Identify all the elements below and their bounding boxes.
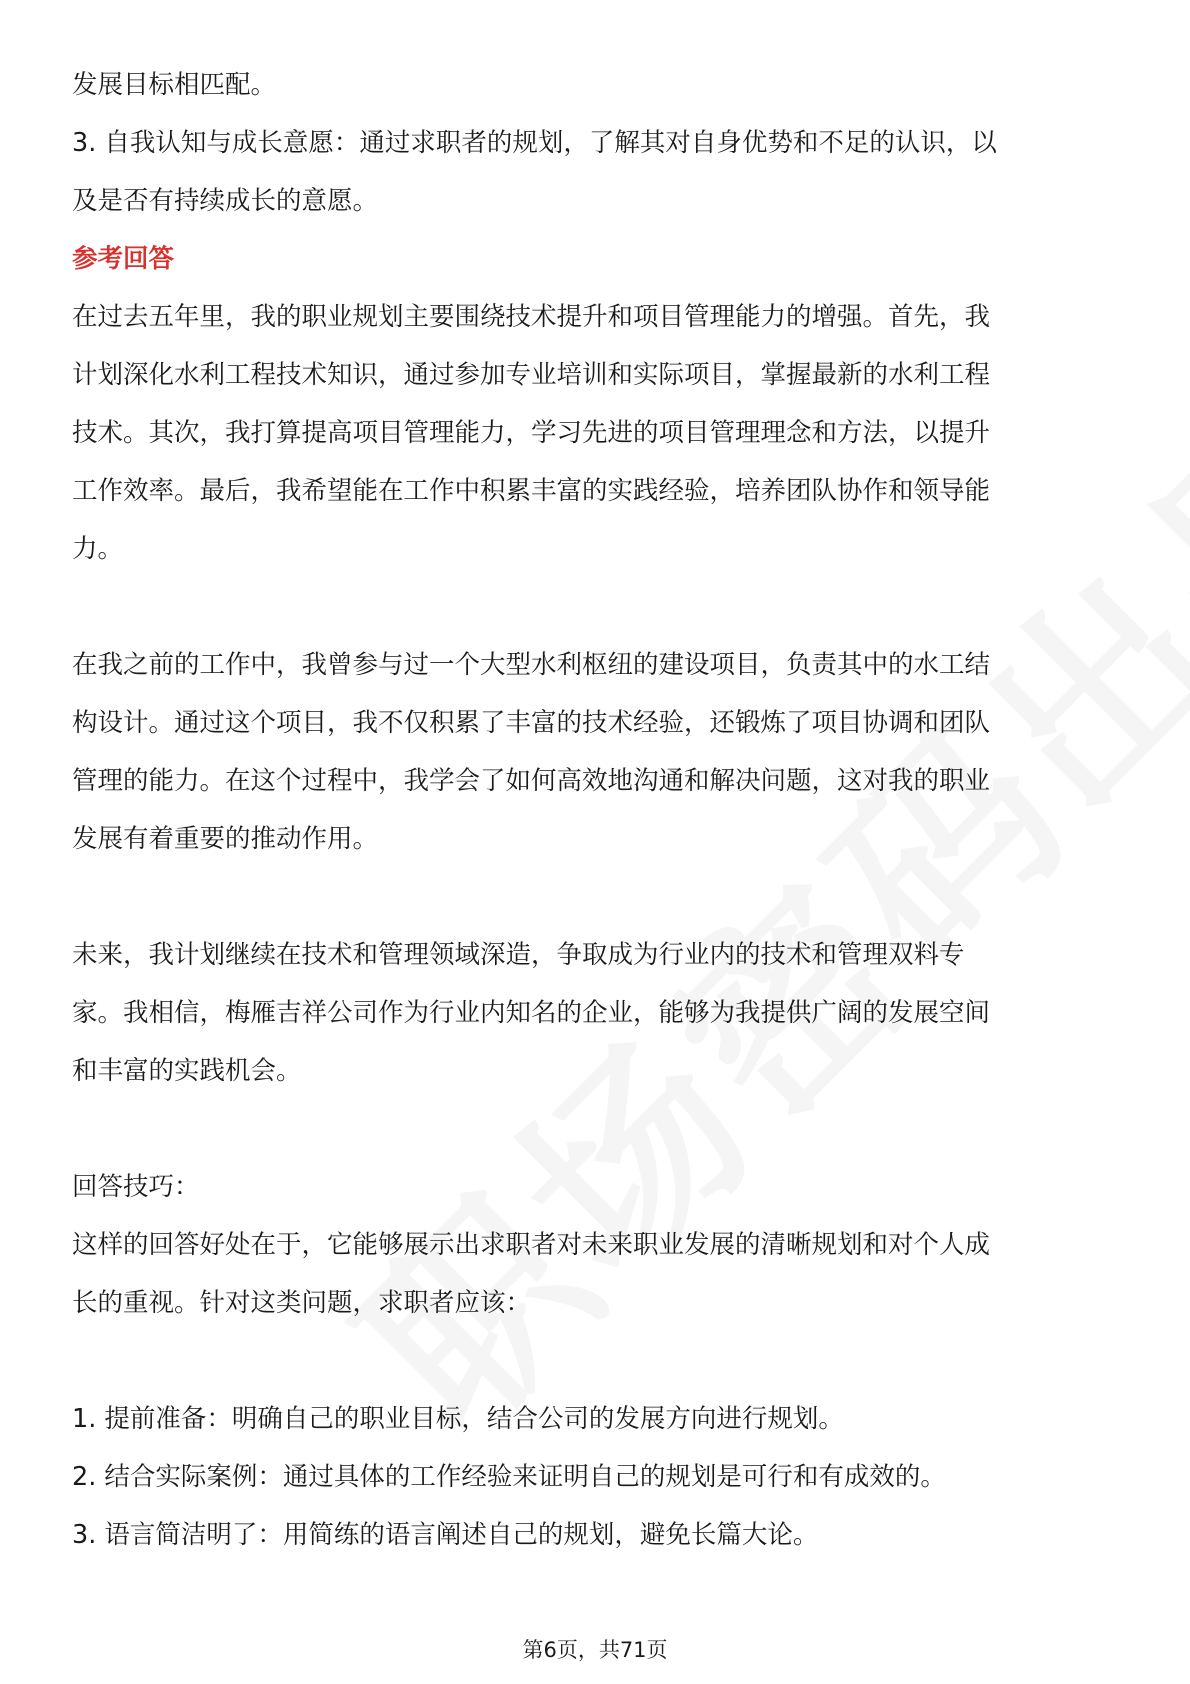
document-body (72, 56, 1118, 1564)
line: 发展目标相匹配。 (72, 70, 277, 100)
line: 构设计。通过这个项目，我不仅积累了丰富的技术经验，还锻炼了项目协调和团队 (72, 708, 991, 738)
line: 力。 (72, 534, 124, 564)
line: 计划深化水利工程技术知识，通过参加专业培训和实际项目，掌握最新的水利工程 (72, 360, 991, 390)
line: 未来，我计划继续在技术和管理领域深造，争取成为行业内的技术和管理双料专 (72, 940, 965, 970)
answer-heading: 参考回答 (72, 244, 175, 274)
list-item: 1. 提前准备：明确自己的职业目标，结合公司的发展方向进行规划。 (72, 1404, 844, 1434)
page-number: 第6页，共71页 (522, 1638, 668, 1662)
list-item: 2. 结合实际案例：通过具体的工作经验来证明自己的规划是可行和有成效的。 (72, 1462, 946, 1492)
line: 和丰富的实践机会。 (72, 1056, 302, 1086)
line: 发展有着重要的推动作用。 (72, 824, 379, 854)
line: 家。我相信，梅雁吉祥公司作为行业内知名的企业，能够为我提供广阔的发展空间 (72, 998, 991, 1028)
line: 技术。其次，我打算提高项目管理能力，学习先进的项目管理理念和方法，以提升 (72, 418, 991, 448)
line: 工作效率。最后，我希望能在工作中积累丰富的实践经验，培养团队协作和领导能 (72, 476, 991, 506)
list-item: 3. 语言简洁明了：用简练的语言阐述自己的规划，避免长篇大论。 (72, 1520, 819, 1550)
line: 3. 自我认知与成长意愿：通过求职者的规划，了解其对自身优势和不足的认识，以 (72, 128, 997, 158)
line: 管理的能力。在这个过程中，我学会了如何高效地沟通和解决问题，这对我的职业 (72, 766, 991, 796)
line: 在过去五年里，我的职业规划主要围绕技术提升和项目管理能力的增强。首先，我 (72, 302, 991, 332)
tips-heading: 回答技巧： (72, 1172, 200, 1202)
spacer (72, 1100, 1118, 1158)
line: 在我之前的工作中，我曾参与过一个大型水利枢纽的建设项目，负责其中的水工结 (72, 650, 991, 680)
spacer (72, 868, 1118, 926)
line: 这样的回答好处在于，它能够展示出求职者对未来职业发展的清晰规划和对个人成 (72, 1230, 991, 1260)
line: 及是否有持续成长的意愿。 (72, 186, 379, 216)
line: 长的重视。针对这类问题，求职者应该： (72, 1288, 532, 1318)
spacer (72, 1332, 1118, 1390)
spacer (72, 578, 1118, 636)
